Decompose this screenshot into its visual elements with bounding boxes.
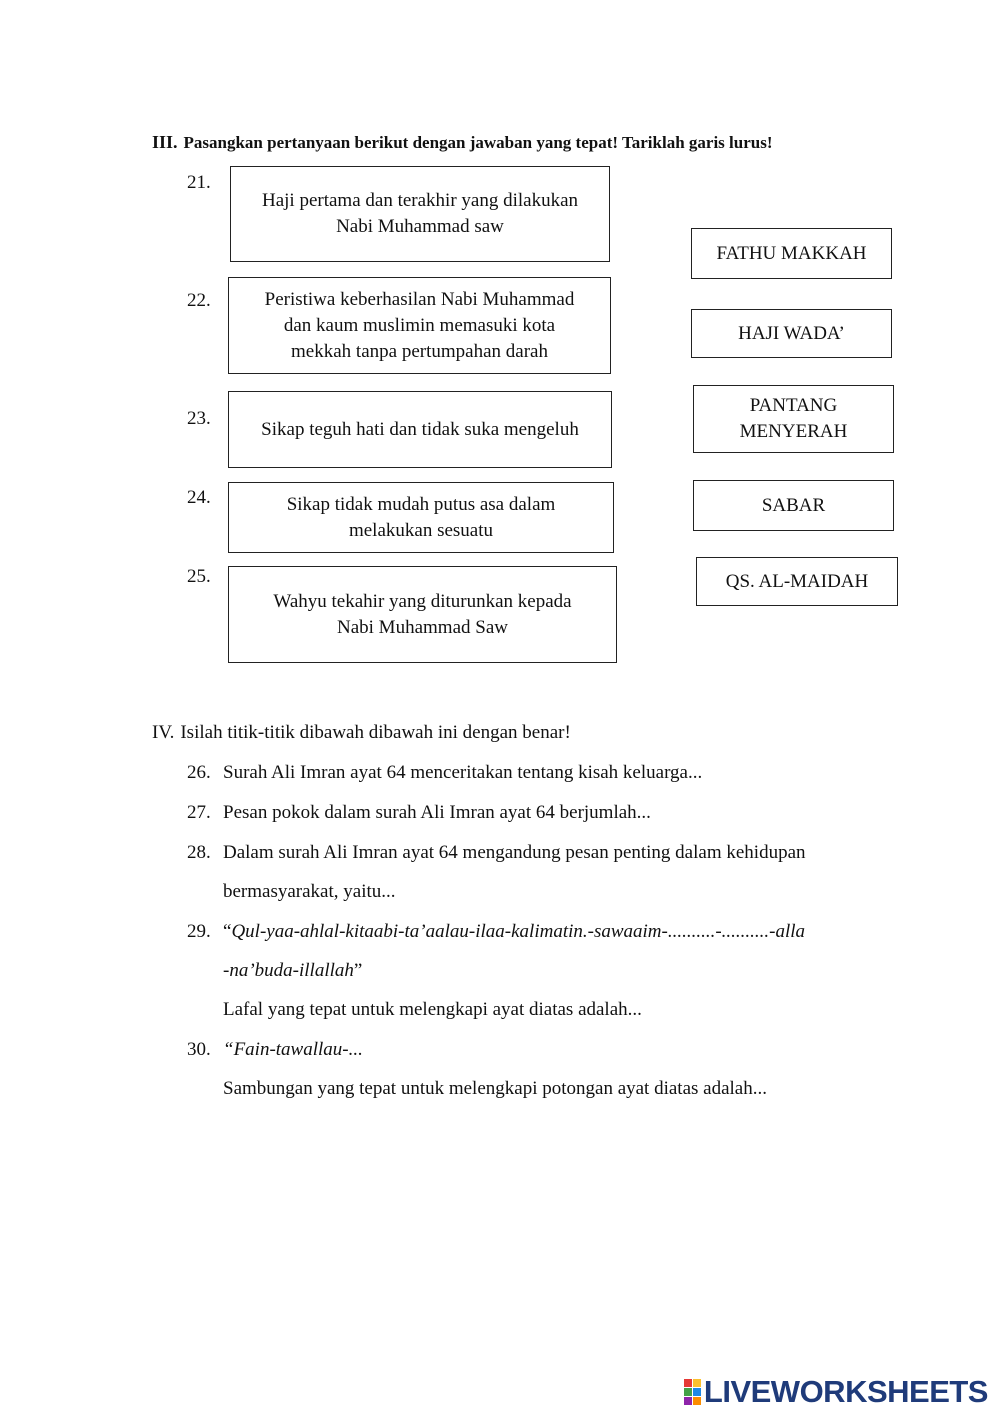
question-number-22: 22.: [187, 290, 211, 311]
question-29-arabic-line1: [223, 921, 805, 943]
question-box-21[interactable]: [230, 166, 610, 262]
answer-box-pantang-menyerah[interactable]: [693, 385, 894, 453]
question-26-text: Surah Ali Imran ayat 64 menceritakan tentang kisah keluarga...: [223, 762, 703, 783]
logo-square-3: [684, 1388, 692, 1396]
section4-instruction: [152, 722, 571, 744]
answer-qs-al-maidah-label: QS. AL-MAIDAH: [725, 570, 869, 592]
question-29-close-quote: ”: [353, 960, 363, 981]
question-23-line1: Sikap teguh hati dan tidak suka mengeluh: [261, 418, 579, 440]
question-22-line3: mekkah tanpa pertumpahan darah: [291, 340, 548, 362]
question-number-28: 28.: [187, 842, 211, 863]
question-box-23[interactable]: [228, 391, 612, 468]
question-number-30: 30.: [187, 1039, 211, 1060]
question-24-line2: melakukan sesuatu: [348, 519, 494, 541]
question-28-text-line2: bermasyarakat, yaitu...: [223, 881, 396, 902]
logo-square-1: [684, 1379, 692, 1387]
question-30-text: Sambungan yang tepat untuk melengkapi potongan ayat diatas adalah...: [223, 1078, 767, 1099]
liveworksheets-logo: [684, 1374, 988, 1410]
question-27-text: Pesan pokok dalam surah Ali Imran ayat 64 berjumlah...: [223, 802, 651, 823]
question-21-line1: Haji pertama dan terakhir yang dilakukan: [261, 190, 578, 211]
question-number-26: 26.: [187, 762, 211, 783]
answer-haji-wada-label: HAJI WADA’: [738, 322, 845, 344]
answer-fathu-makkah-label: FATHU MAKKAH: [716, 242, 867, 264]
answer-box-qs-al-maidah[interactable]: [696, 557, 898, 606]
question-22-line1: Peristiwa keberhasilan Nabi Muhammad: [264, 288, 575, 310]
answer-box-fathu-makkah[interactable]: [691, 228, 892, 279]
section3-instruction-text: Pasangkan pertanyaan berikut dengan jawaban yang tepat! Tariklah garis lurus!: [183, 133, 773, 152]
logo-color-grid-icon: [684, 1379, 701, 1405]
logo-square-2: [693, 1379, 701, 1387]
question-25-line2: Nabi Muhammad Saw: [337, 616, 508, 638]
answer-sabar-label: SABAR: [761, 494, 826, 516]
question-29-arabic-line2: [223, 960, 362, 982]
question-box-24[interactable]: [228, 482, 614, 553]
question-number-25: 25.: [187, 566, 211, 587]
question-29-italic-line1: Qul-yaa-ahlal-kitaabi-ta’aalau-ilaa-kalimatin.-sawaaim-..........-..........-alla: [231, 921, 806, 942]
section3-instruction: [152, 132, 773, 153]
question-30-italic: “Fain-tawallau-...: [223, 1039, 363, 1060]
section4-instruction-text: Isilah titik-titik dibawah dibawah ini dengan benar!: [180, 722, 571, 743]
question-box-25[interactable]: [228, 566, 617, 663]
answer-box-haji-wada[interactable]: [691, 309, 892, 358]
question-29-open-quote: “: [223, 921, 232, 942]
question-24-line1: Sikap tidak mudah putus asa dalam: [286, 493, 556, 515]
section3-numeral: III.: [152, 132, 178, 152]
question-25-line1: Wahyu tekahir yang diturunkan kepada: [273, 590, 572, 612]
answer-box-sabar[interactable]: [693, 480, 894, 531]
answer-pantang-menyerah-line2: MENYERAH: [739, 421, 848, 442]
question-22-line2: dan kaum muslimin memasuki kota: [283, 314, 556, 336]
logo-square-6: [693, 1397, 701, 1405]
logo-square-5: [684, 1397, 692, 1405]
question-number-23: 23.: [187, 408, 211, 429]
question-box-22[interactable]: [228, 277, 611, 374]
question-number-21: 21.: [187, 172, 211, 193]
question-29-italic-line2: -na’buda-illallah: [223, 960, 354, 981]
answer-pantang-menyerah-line1: PANTANG: [749, 395, 838, 416]
question-29-text: Lafal yang tepat untuk melengkapi ayat diatas adalah...: [223, 999, 642, 1020]
question-28-text-line1: Dalam surah Ali Imran ayat 64 mengandung pesan penting dalam kehidupan: [223, 842, 806, 863]
question-number-27: 27.: [187, 802, 211, 823]
question-21-line2: Nabi Muhammad saw: [336, 216, 504, 237]
question-number-24: 24.: [187, 487, 211, 508]
question-number-29: 29.: [187, 921, 211, 942]
section4-numeral: IV.: [152, 722, 175, 743]
logo-text: LIVEWORKSHEETS: [703, 1374, 988, 1409]
logo-square-4: [693, 1388, 701, 1396]
